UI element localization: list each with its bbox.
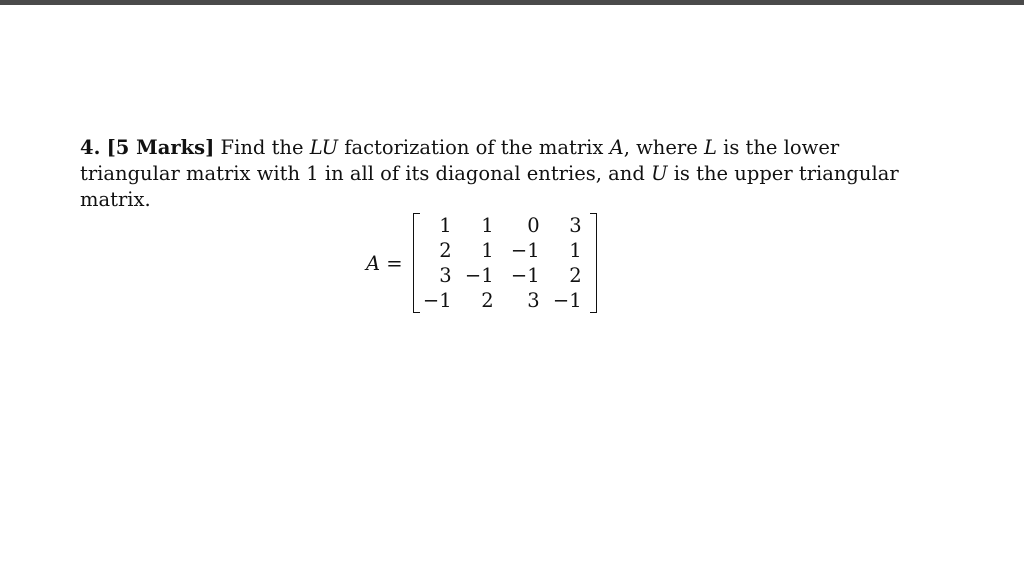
problem-statement [80,135,910,213]
matrix-cell: 1 [439,214,452,237]
matrix-cell: 0 [527,214,540,237]
math-l: L [703,136,717,159]
problem-text-4: is the lower triangular matrix with 1 in all of its diagonal entries, and [80,136,840,185]
matrix-lhs: A = [366,251,403,275]
problem-text-3: , where [623,136,704,159]
matrix-cell: 1 [481,214,494,237]
math-u: U [651,162,668,185]
matrix-cell: 2 [439,239,452,262]
matrix-equation [366,211,597,315]
matrix-cell: −1 [510,264,540,287]
math-a: A [609,136,624,159]
left-bracket [413,213,420,313]
matrix-cell: −1 [552,289,582,312]
problem-text-1: Find the [214,136,310,159]
matrix-cell: 3 [527,289,540,312]
math-lu: LU [309,136,339,159]
matrix-cell: −1 [464,264,494,287]
matrix-cell: 2 [481,289,494,312]
matrix-cell: 1 [569,239,582,262]
problem-marks: [5 Marks] [106,136,215,159]
matrix-cell: −1 [510,239,540,262]
matrix-cell: −1 [422,289,452,312]
matrix-cell: 3 [439,264,452,287]
problem-text-5: is the upper triangular matrix. [80,162,899,211]
matrix-cell: 2 [569,264,582,287]
matrix-a [422,213,588,313]
problem-text-2: factorization of the matrix [338,136,610,159]
right-bracket [590,213,597,313]
matrix-cell: 3 [569,214,582,237]
problem-number: 4. [80,136,101,159]
document-page [0,5,1024,576]
matrix-cell: 1 [481,239,494,262]
